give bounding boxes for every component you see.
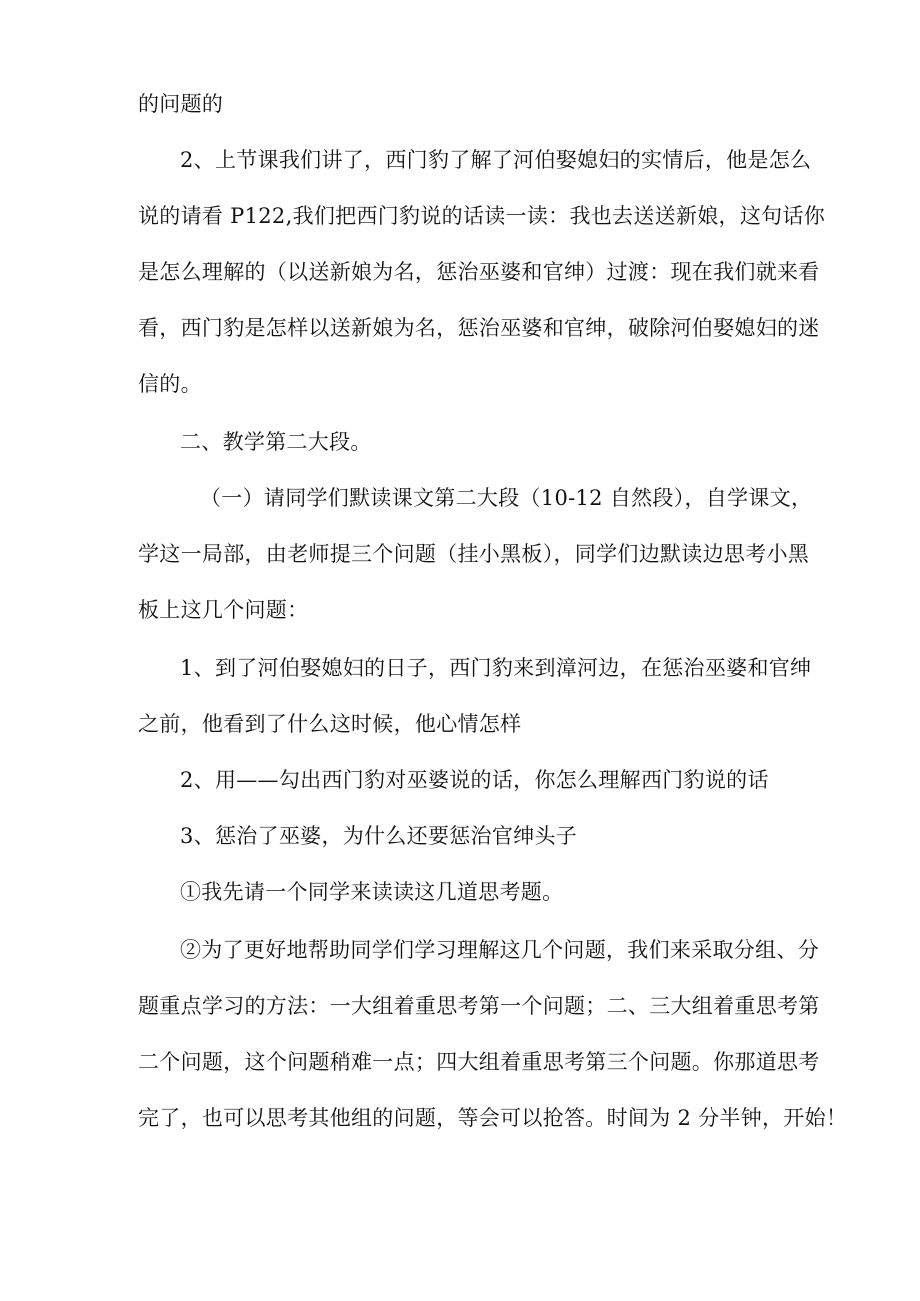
text-line: 二个问题，这个问题稍难一点；四大组着重思考第三个问题。你那道思考 — [138, 1050, 820, 1074]
text-line: 完了，也可以思考其他组的问题，等会可以抢答。时间为 2 分半钟，开始！ — [138, 1106, 848, 1130]
text-line: 是怎么理解的（以送新娘为名，惩治巫婆和官绅）过渡：现在我们就来看 — [138, 260, 820, 284]
text-line: 学这一局部，由老师提三个问题（挂小黑板），同学们边默读边思考小黑 — [138, 542, 810, 566]
question-item: 1、到了河伯娶媳妇的日子，西门豹来到漳河边，在惩治巫婆和官绅 — [180, 656, 812, 680]
text-line: 之前，他看到了什么这时候，他心情怎样 — [138, 712, 522, 736]
question-item: 3、惩治了巫婆，为什么还要惩治官绅头子 — [180, 824, 578, 848]
text-line: 2、上节课我们讲了，西门豹了解了河伯娶媳妇的实情后，他是怎么 — [180, 148, 812, 172]
text-line: （一）请同学们默读课文第二大段（10-12 自然段），自学课文， — [200, 486, 813, 510]
step-item: ①我先请一个同学来读读这几道思考题。 — [180, 880, 564, 904]
text-line: 看，西门豹是怎样以送新娘为名，惩治巫婆和官绅，破除河伯娶媳妇的迷 — [138, 316, 820, 340]
text-line: 说的请看 P122,我们把西门豹说的话读一读：我也去送送新娘，这句话你 — [138, 204, 826, 228]
text-line: 板上这几个问题： — [138, 598, 309, 622]
text-line: 信的。 — [138, 372, 202, 396]
text-line: 题重点学习的方法：一大组着重思考第一个问题；二、三大组着重思考第 — [138, 994, 820, 1018]
step-item: ②为了更好地帮助同学们学习理解这几个问题，我们来采取分组、分 — [180, 938, 819, 962]
section-heading: 二、教学第二大段。 — [180, 430, 372, 454]
question-item: 2、用——勾出西门豹对巫婆说的话，你怎么理解西门豹说的话 — [180, 768, 769, 792]
text-line: 的问题的 — [138, 92, 224, 116]
